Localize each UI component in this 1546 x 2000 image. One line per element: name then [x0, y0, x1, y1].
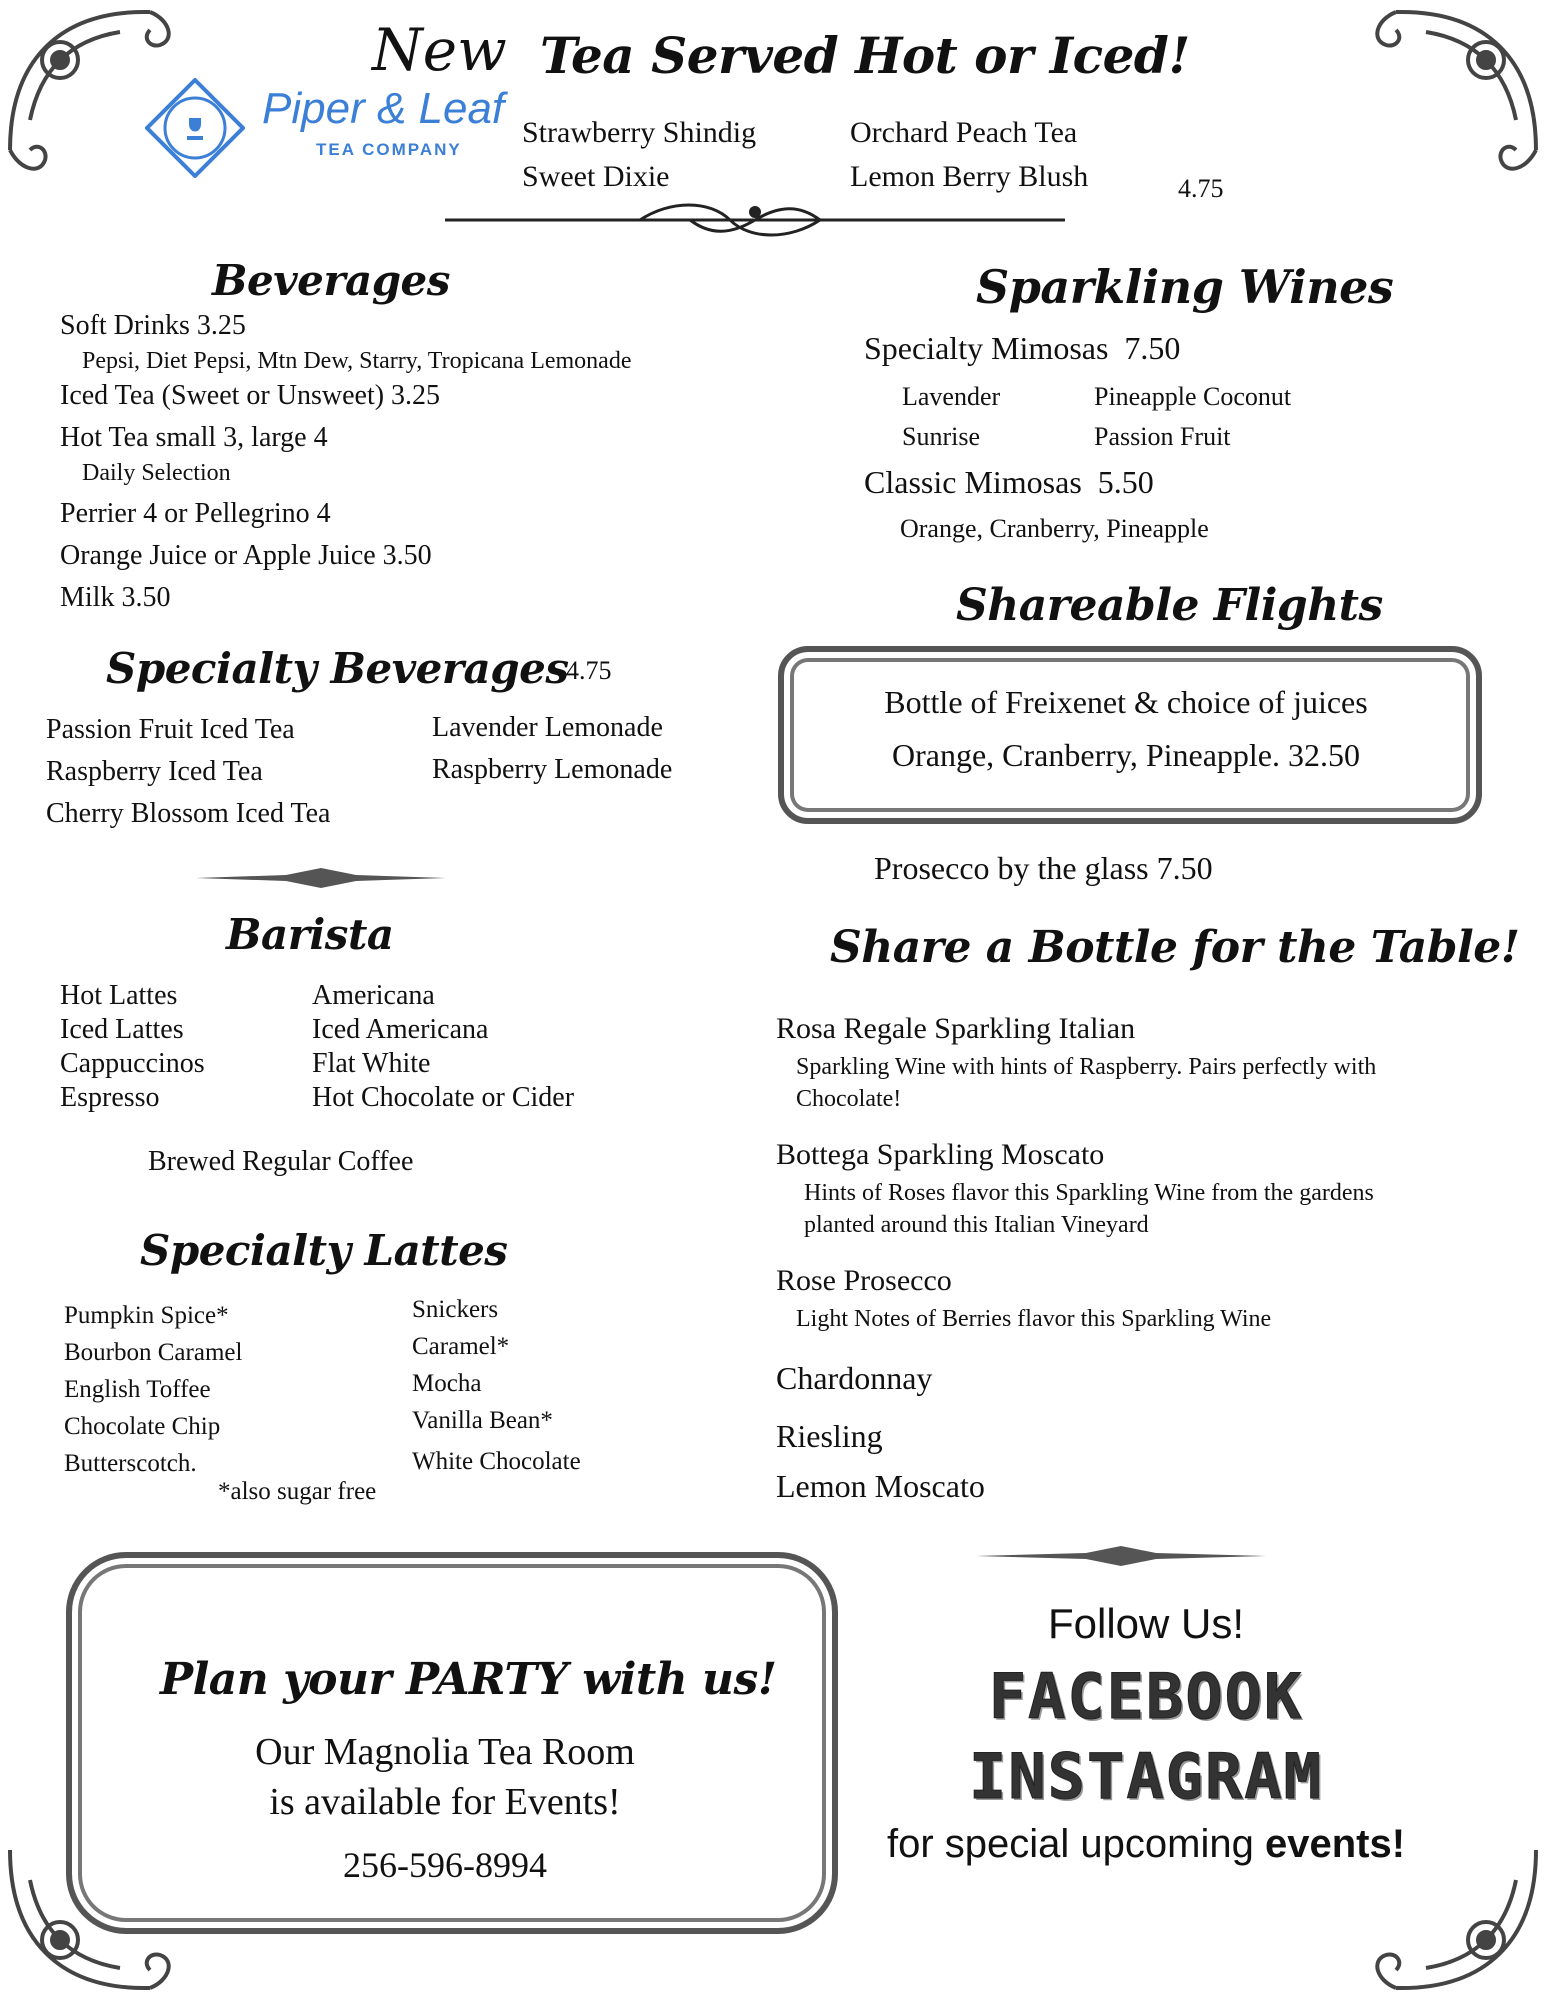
party-text: [100, 1730, 790, 1824]
bottle-desc: Hints of Roses flavor this Sparkling Wine from the gardens: [804, 1180, 1374, 1206]
bottle-desc: Light Notes of Berries flavor this Sparkling Wine: [796, 1306, 1272, 1332]
specialty-beverages-price: 4.75: [566, 656, 612, 685]
follow-us: Follow Us!: [1047, 1600, 1245, 1647]
tea-item: Strawberry Shindig: [522, 116, 757, 149]
tea-item: Sweet Dixie: [522, 160, 670, 193]
flights-line1: Bottle of Freixenet & choice of juices: [884, 684, 1368, 720]
flights-box-text: [800, 684, 1452, 774]
logo-name: Piper & Leaf: [262, 84, 505, 133]
latte-item: Butterscotch.: [64, 1450, 197, 1477]
bottle-desc: Chocolate!: [796, 1086, 902, 1112]
specialty-lattes-left: [64, 1302, 242, 1478]
flights-line2: Orange, Cranberry, Pineapple. 32.50: [892, 737, 1360, 773]
barista-item: Iced Americana: [312, 1014, 489, 1045]
tagline-end: events!: [1264, 1822, 1406, 1866]
facebook-link[interactable]: FACEBOOK: [988, 1660, 1304, 1733]
specialty-beverages-right: [432, 714, 672, 784]
specialty-beverage-item: Raspberry Iced Tea: [46, 756, 263, 787]
instagram-link[interactable]: INSTAGRAM: [969, 1740, 1323, 1813]
party-phone[interactable]: 256-596-8994: [343, 1845, 547, 1885]
latte-item: Snickers: [412, 1296, 499, 1323]
latte-item: White Chocolate: [412, 1448, 581, 1475]
tagline-start: for special upcoming: [886, 1822, 1265, 1866]
prosecco-glass: Prosecco by the glass 7.50: [874, 850, 1213, 886]
barista-item: Flat White: [312, 1048, 431, 1079]
barista-item: Espresso: [60, 1082, 160, 1113]
mimosa-flavor: Lavender: [902, 382, 1001, 411]
specialty-beverages-title: Specialty Beverages: [106, 644, 569, 693]
social-divider: [976, 1544, 1266, 1568]
barista-item: Hot Lattes: [60, 980, 178, 1011]
specialty-beverage-item: Raspberry Lemonade: [432, 754, 673, 785]
logo-badge-icon: [145, 78, 245, 178]
tea-item: Orchard Peach Tea: [850, 116, 1078, 149]
barista-item: Hot Chocolate or Cider: [312, 1082, 575, 1113]
latte-item: Caramel*: [412, 1333, 510, 1360]
specialty-mimosas-left: [902, 382, 1000, 452]
share-bottle-title: Share a Bottle for the Table!: [830, 922, 1520, 973]
bottle-name: Chardonnay: [776, 1360, 933, 1396]
logo-company: TEA COMPANY: [316, 140, 462, 159]
classic-mimosas-flavors: Orange, Cranberry, Pineapple: [900, 514, 1209, 543]
sparkling-wines-title: Sparkling Wines: [976, 260, 1394, 314]
classic-mimosas-price: 5.50: [1097, 464, 1154, 500]
beverage-item: Iced Tea (Sweet or Unsweet) 3.25: [60, 380, 441, 411]
latte-item: Vanilla Bean*: [412, 1407, 553, 1434]
specialty-mimosas-label: Specialty Mimosas: [864, 330, 1109, 366]
specialty-mimosas: [864, 330, 1180, 367]
beverages-list: [60, 312, 631, 626]
bottle-name: Rose Prosecco: [776, 1264, 952, 1297]
bottle-name: Riesling: [776, 1418, 883, 1454]
beverages-title: Beverages: [212, 256, 450, 305]
beverage-item: Milk 3.50: [60, 582, 171, 613]
header-teas-right: [850, 118, 1088, 192]
bottle-name: Bottega Sparkling Moscato: [776, 1138, 1105, 1171]
bottle-desc: planted around this Italian Vineyard: [804, 1212, 1149, 1238]
specialty-mimosas-right: [1094, 382, 1291, 452]
bottle-name: Lemon Moscato: [776, 1468, 985, 1504]
social-tagline: [836, 1822, 1456, 1867]
specialty-beverage-item: Cherry Blossom Iced Tea: [46, 798, 331, 829]
classic-mimosas: [864, 464, 1154, 501]
beverage-note: Daily Selection: [82, 460, 231, 486]
specialty-beverage-item: Lavender Lemonade: [432, 712, 663, 743]
barista-right: [312, 982, 574, 1112]
barista-item: Americana: [312, 980, 435, 1011]
specialty-lattes-right: [412, 1296, 581, 1476]
party-line1: Our Magnolia Tea Room: [255, 1731, 635, 1773]
header-teas-left: [522, 118, 756, 192]
tea-item: Lemon Berry Blush: [850, 160, 1089, 193]
latte-item: Pumpkin Spice*: [64, 1302, 229, 1329]
bottle-name: Rosa Regale Sparkling Italian: [776, 1012, 1136, 1045]
specialty-mimosas-price: 7.50: [1124, 330, 1181, 366]
barista-footer: Brewed Regular Coffee: [148, 1146, 414, 1177]
barista-left: [60, 982, 205, 1112]
corner-ornament-top-right: [1346, 0, 1546, 200]
barista-item: Cappuccinos: [60, 1048, 205, 1079]
classic-mimosas-label: Classic Mimosas: [864, 464, 1082, 500]
mimosa-flavor: Pineapple Coconut: [1094, 382, 1292, 411]
bottle-desc: Sparkling Wine with hints of Raspberry. Pairs perfectly with: [796, 1054, 1377, 1080]
latte-item: English Toffee: [64, 1376, 211, 1403]
barista-item: Iced Lattes: [60, 1014, 184, 1045]
mimosa-flavor: Passion Fruit: [1094, 422, 1231, 451]
sugar-free-note: *also sugar free: [218, 1478, 377, 1505]
beverage-item: Hot Tea small 3, large 4: [60, 422, 328, 453]
specialty-lattes-title: Specialty Lattes: [140, 1226, 508, 1275]
header-price: 4.75: [1178, 174, 1224, 203]
latte-item: Chocolate Chip: [64, 1413, 221, 1440]
header-divider: [440, 200, 1070, 240]
header-title: Tea Served Hot or Iced!: [540, 26, 1190, 85]
new-label: New: [372, 16, 507, 84]
specialty-beverages-left: [46, 716, 330, 828]
beverage-item: Orange Juice or Apple Juice 3.50: [60, 540, 432, 571]
latte-item: Mocha: [412, 1370, 482, 1397]
party-title: Plan your PARTY with us!: [160, 1654, 777, 1705]
bottles-list: [776, 1014, 1516, 1510]
party-line2: is available for Events!: [269, 1781, 621, 1823]
specialty-beverage-item: Passion Fruit Iced Tea: [46, 714, 295, 745]
barista-divider: [196, 866, 446, 890]
latte-item: Bourbon Caramel: [64, 1339, 243, 1366]
barista-title: Barista: [226, 910, 394, 959]
beverage-item: Soft Drinks 3.25: [60, 310, 246, 341]
mimosa-flavor: Sunrise: [902, 422, 980, 451]
beverage-item: Perrier 4 or Pellegrino 4: [60, 498, 331, 529]
beverage-note: Pepsi, Diet Pepsi, Mtn Dew, Starry, Tropicana Lemonade: [82, 348, 632, 374]
shareable-flights-title: Shareable Flights: [956, 580, 1383, 631]
